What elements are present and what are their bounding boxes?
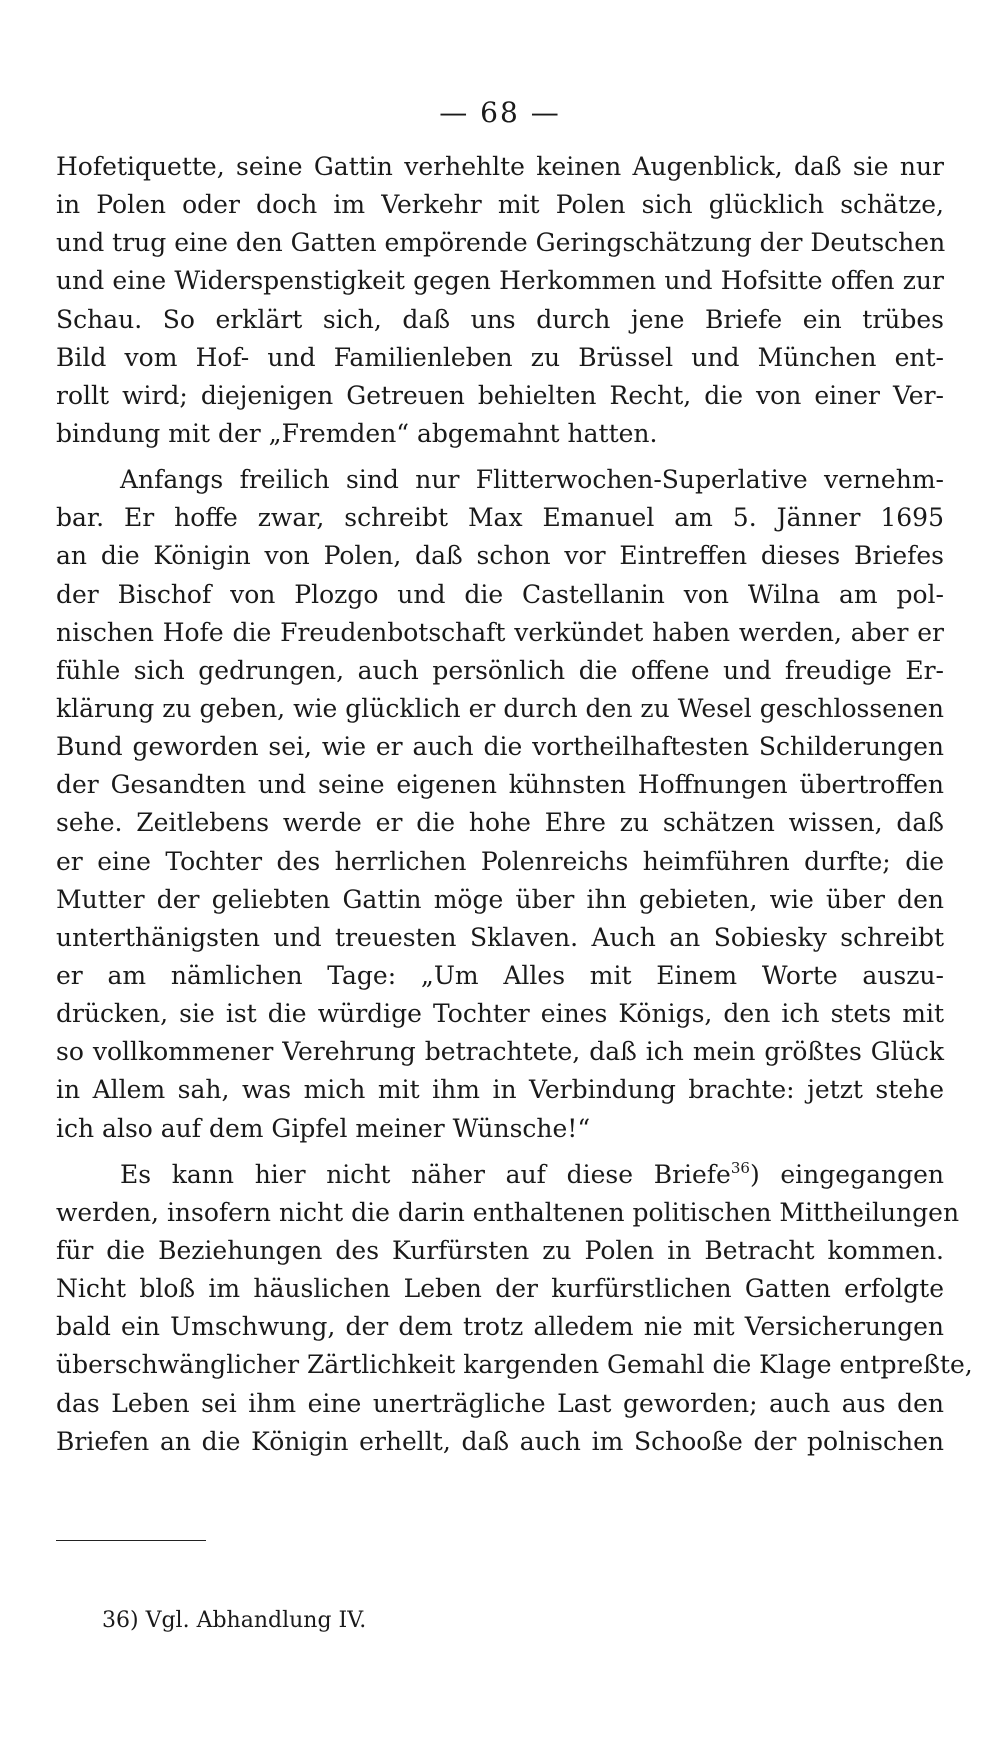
text-line: und trug eine den Gatten empörende Geringschätzung der Deutschen (56, 228, 946, 258)
text-line: Hofetiquette, seine Gattin verhehlte keinen Augenblick, daß sie nur (56, 152, 944, 181)
text-line: sehe. Zeitlebens werde er die hohe Ehre zu schätzen wissen, daß (56, 808, 944, 838)
text-line: so vollkommener Verehrung betrachtete, daß ich mein größtes Glück (56, 1037, 944, 1067)
text-line: Bund geworden sei, wie er auch die vortheilhaftesten Schilderungen (56, 732, 944, 762)
text-line: werden, insofern nicht die darin enthaltenen politischen Mittheilungen (56, 1197, 960, 1227)
text-line: er eine Tochter des herrlichen Polenreichs heimführen durfte; die (56, 846, 944, 876)
body-text (56, 148, 973, 1461)
text-line: Bild vom Hof- und Familienleben zu Brüssel und München ent- (56, 342, 944, 372)
text-fragment: ) eingegangen (749, 1159, 944, 1189)
text-line: unterthänigsten und treuesten Sklaven. Auch an Sobiesky schreibt (56, 922, 944, 952)
text-line (56, 1156, 944, 1194)
text-line: in Allem sah, was mich mit ihm in Verbindung brachte: jetzt stehe (56, 1075, 944, 1105)
text-line: überschwänglicher Zärtlichkeit kargenden Gemahl die Klage entpreßte, (56, 1350, 973, 1380)
text-line: ich also auf dem Gipfel meiner Wünsche!“ (56, 1113, 591, 1143)
text-line: Schau. So erklärt sich, daß uns durch jene Briefe ein trübes (56, 304, 944, 334)
text-line: bindung mit der „Fremden“ abgemahnt hatten. (56, 418, 658, 448)
text-line: der Gesandten und seine eigenen kühnsten Hoffnungen übertroffen (56, 770, 944, 800)
footnote: 36) Vgl. Abhandlung IV. (102, 1608, 367, 1633)
text-line: bar. Er hoffe zwar, schreibt Max Emanuel am 5. Jänner 1695 (56, 503, 944, 533)
text-line: er am nämlichen Tage: „Um Alles mit Einem Worte auszu- (56, 960, 944, 990)
text-line: Briefen an die Königin erhellt, daß auch im Schooße der polnischen (56, 1426, 944, 1456)
text-line: in Polen oder doch im Verkehr mit Polen sich glücklich schätze, (56, 190, 944, 220)
text-line: bald ein Umschwung, der dem trotz alledem nie mit Versicherungen (56, 1312, 944, 1342)
text-line: Nicht bloß im häuslichen Leben der kurfürstlichen Gatten erfolgte (56, 1274, 944, 1304)
footnote-reference[interactable]: 36 (730, 1158, 750, 1177)
text-line: fühle sich gedrungen, auch persönlich die offene und freudige Er- (56, 655, 944, 685)
page-number: — 68 — (439, 96, 561, 129)
text-line: das Leben sei ihm eine unerträgliche Last geworden; auch aus den (56, 1388, 944, 1418)
text-line: Mutter der geliebten Gattin möge über ihn gebieten, wie über den (56, 884, 944, 914)
text-line: an die Königin von Polen, daß schon vor Eintreffen dieses Briefes (56, 541, 944, 571)
text-line: klärung zu geben, wie glücklich er durch den zu Wesel geschlossenen (56, 693, 944, 723)
text-line: drücken, sie ist die würdige Tochter eines Königs, den ich stets mit (56, 999, 944, 1029)
text-line: der Bischof von Plozgo und die Castellanin von Wilna am pol- (56, 579, 944, 609)
text-line: Anfangs freilich sind nur Flitterwochen-Superlative vernehm- (120, 465, 944, 495)
footnote-divider (56, 1540, 206, 1541)
text-line: nischen Hofe die Freudenbotschaft verkündet haben werden, aber er (56, 617, 944, 647)
text-line: für die Beziehungen des Kurfürsten zu Polen in Betracht kommen. (56, 1235, 944, 1265)
text-line: und eine Widerspenstigkeit gegen Herkommen und Hofsitte offen zur (56, 266, 944, 296)
text-line: rollt wird; diejenigen Getreuen behielten Recht, die von einer Ver- (56, 380, 944, 410)
text-fragment: Es kann hier nicht näher auf diese Briefe (120, 1159, 731, 1189)
